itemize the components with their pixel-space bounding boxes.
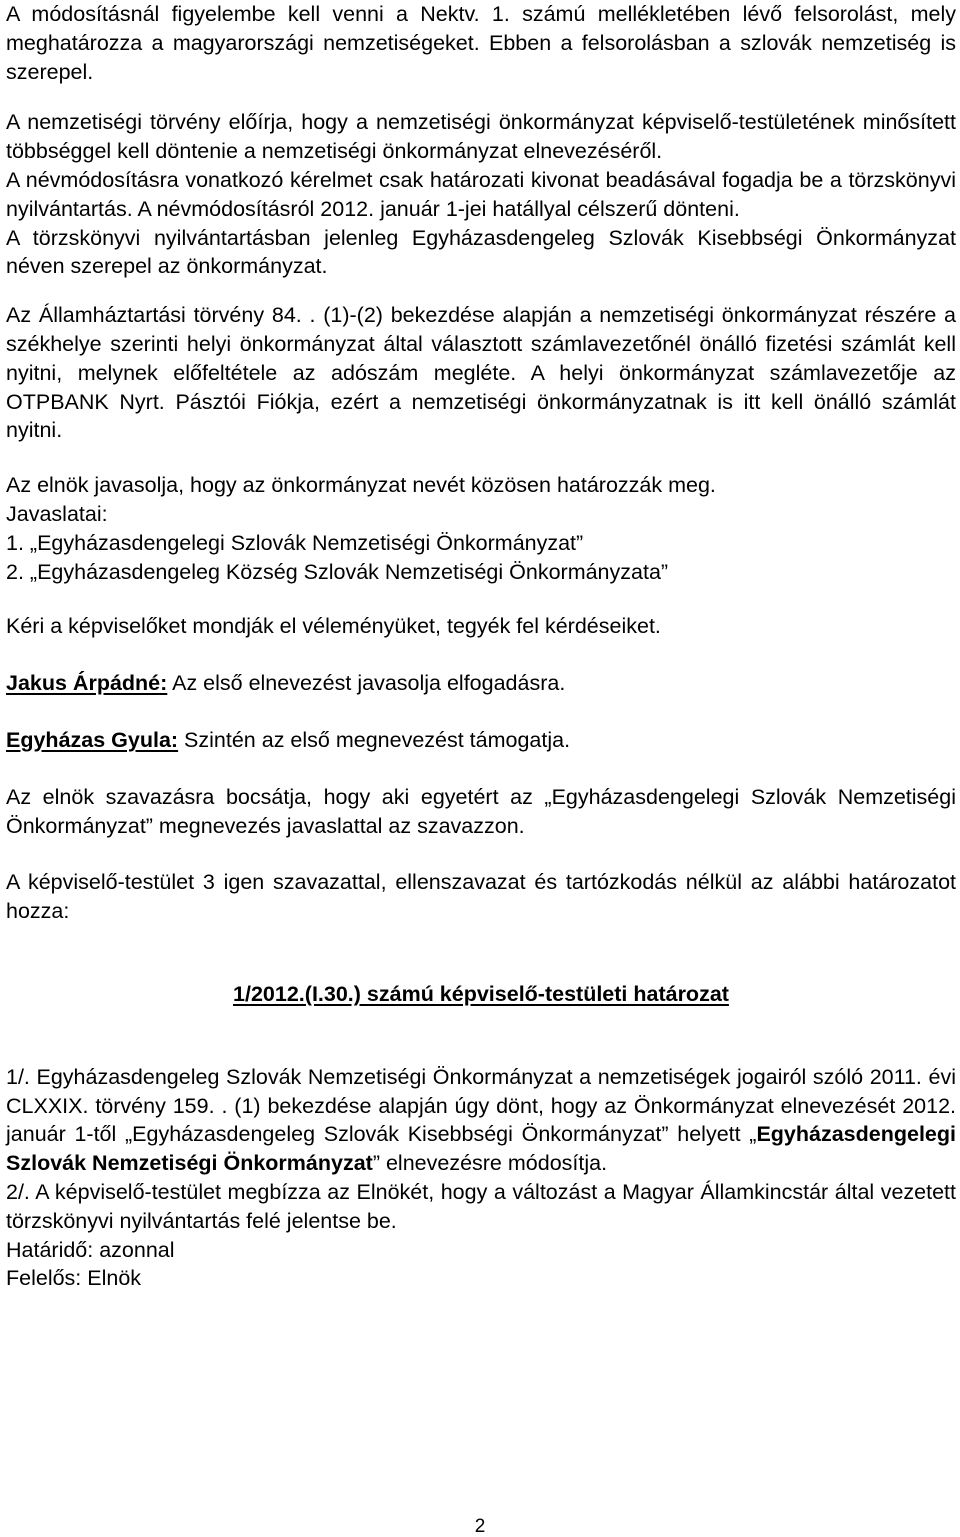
resolution-point-1-text: 1/. Egyházasdengeleg Szlovák Nemzetiségi Önkormányzat a nemzetiségek jogairól szóló 2011. évi CLXXIX. törvény 159. . (1) bekezdése alapján úgy dönt, hogy az Önkormányzat elnevezését 2012. január 1-től „Egyházasdengeleg Szlovák Kisebbségi Önkormányzat” helyett „	[6, 1064, 956, 1147]
speaker-name: Jakus Árpádné:	[6, 671, 168, 696]
resolution-title: 1/2012.(I.30.) számú képviselő-testületi határozat	[233, 981, 729, 1006]
page-number: 2	[474, 1516, 486, 1537]
document-page	[6, 0, 956, 1293]
paragraph-nevmodositas: A névmódosításra vonatkozó kérelmet csak határozati kivonat beadásával fogadja be a törzskönyvi nyilvántartás. A névmódosításról 2012. január 1-jei hatállyal célszerű dönteni.	[6, 167, 956, 221]
proposal-item-1: 1. „Egyházasdengelegi Szlovák Nemzetiségi Önkormányzat”	[6, 530, 584, 555]
responsible: Felelős: Elnök	[6, 1266, 142, 1291]
speaker-name: Egyházas Gyula:	[6, 727, 179, 752]
resolution-point-2: 2/. A képviselő-testület megbízza az Elnökét, hogy a változást a Magyar Államkincstár által vezetett törzskönyvi nyilvántartás felé jelentse be.	[6, 1179, 956, 1233]
paragraph-elnok-javasolja: Az elnök javasolja, hogy az önkormányzat nevét közösen határozzák meg.	[6, 473, 716, 498]
proposal-item-2: 2. „Egyházasdengeleg Község Szlovák Nemzetiségi Önkormányzata”	[6, 559, 669, 584]
paragraph-szavazas: Az elnök szavazásra bocsátja, hogy aki egyetért az „Egyházasdengelegi Szlovák Nemzetiségi Önkormányzat” megnevezés javaslattal az szavazzon.	[6, 784, 956, 838]
statement-egyhazas	[6, 726, 956, 755]
paragraph-javaslatai: Javaslatai:	[6, 501, 108, 526]
resolution-point-1	[6, 1063, 956, 1178]
paragraph-torzskonyv: A törzskönyvi nyilvántartásban jelenleg Egyházasdengeleg Szlovák Kisebbségi Önkormányzat néven szerepel az önkormányzat.	[6, 225, 956, 279]
paragraph-nektv: A módosításnál figyelembe kell venni a Nektv. 1. számú mellékletében lévő felsorolást, mely meghatározza a magyarországi nemzetiségeket. Ebben a felsorolásban a szlovák nemzetiség is szerepel.	[6, 2, 956, 84]
paragraph-allamhaztartasi: Az Államháztartási törvény 84. . (1)-(2) bekezdése alapján a nemzetiségi önkormányzat részére a székhelye szerinti helyi önkormányzat által választott számlavezetőnél önálló fizetési számlát kell nyitni, melynek előfeltétele az adószám megléte. A helyi önkormányzat számlavezetője az OTPBANK Nyrt. Pásztói Fiókja, ezért a nemzetiségi önkormányzatnak is itt kell önálló számlát nyitni.	[6, 303, 956, 443]
new-name-bold: Egyházasdengelegi Szlovák Nemzetiségi Önkormányzat	[6, 1122, 956, 1176]
statement-text: Szintén az első megnevezést támogatja.	[178, 727, 571, 752]
resolution-point-1-end: ” elnevezésre módosítja.	[372, 1151, 608, 1176]
statement-jakus	[6, 669, 956, 698]
deadline: Határidő: azonnal	[6, 1237, 175, 1262]
paragraph-hatarozat-hozza: A képviselő-testület 3 igen szavazattal, ellenszavazat és tartózkodás nélkül az alábbi határozatot hozza:	[6, 870, 956, 924]
statement-text: Az első elnevezést javasolja elfogadásra.	[167, 671, 566, 696]
paragraph-keri: Kéri a képviselőket mondják el véleményüket, tegyék fel kérdéseiket.	[6, 614, 661, 639]
paragraph-nemzetisegi-torveny: A nemzetiségi törvény előírja, hogy a nemzetiségi önkormányzat képviselő-testületének minősített többséggel kell döntenie a nemzetiségi önkormányzat elnevezéséről.	[6, 110, 956, 164]
